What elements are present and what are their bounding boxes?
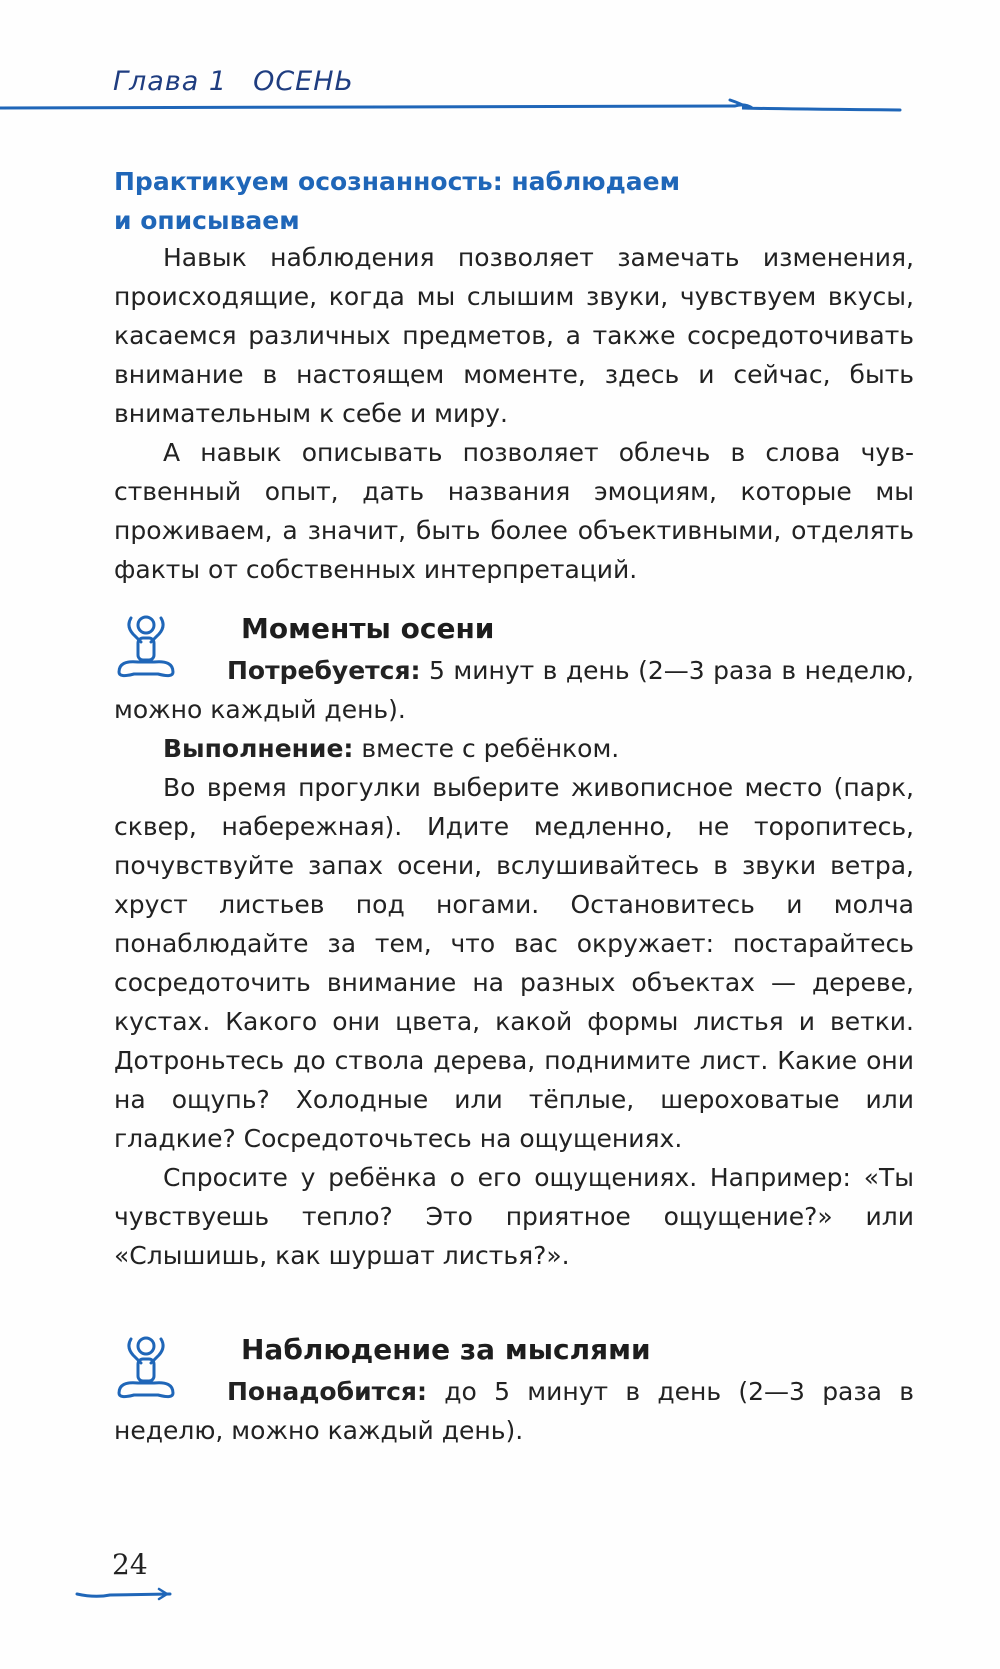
execution-text: вместе с ребёнком. — [353, 734, 620, 763]
section-title: Практикуем осознанность: наблюдаем и описываем — [114, 167, 681, 235]
page-number: 24 — [112, 1548, 148, 1581]
requirements-line — [114, 651, 914, 729]
exercise-title: Моменты осени — [241, 612, 495, 645]
exercise-paragraph: Во время прогулки выберите живописное место (парк, сквер, набережная). Идите медленно, не торопитесь, почувствуйте запах осени, вслушивайтесь в звуки ветра, хруст листьев под ногами. Остановитесь и молча понаблюдайте за тем, что вас окружает: постарайтесь сосредоточить внимание на разных объектах — дереве, кустах. Какого они цвета, какой формы листья и ветки. Дотроньтесь до ствола дерева, поднимите лист. Какие они на ощупь? Холодные или тёплые, шероховатые или гладкие? Сосредоточьтесь на ощущениях. — [114, 773, 914, 1153]
exercise-body — [114, 651, 914, 1275]
execution-line — [114, 729, 914, 768]
section-body — [114, 238, 914, 589]
execution-label: Выполнение: — [163, 734, 354, 763]
exercise-title: Наблюдение за мыслями — [241, 1333, 651, 1366]
requirements-line — [114, 1372, 914, 1450]
requirements-label: Понадобится: — [227, 1377, 427, 1406]
section-paragraph: А навык описывать позволяет облечь в слова чувственный опыт, дать названия эмоциям, которые мы проживаем, а значит, быть более объективными, отделять факты от собственных интерпретаций. — [114, 438, 914, 584]
requirements-label: Потребуется: — [227, 656, 421, 685]
footer-rule — [75, 1586, 175, 1602]
chapter-title: ОСЕНЬ — [253, 66, 355, 97]
exercise-body — [114, 1372, 914, 1450]
section-paragraph: Навык наблюдения позволяет замечать изменения, происходящие, когда мы слышим звуки, чувствуем вкусы, касаемся различных предметов, а также сосредоточивать внимание в настоящем моменте, здесь и сейчас, быть внимательным к себе и миру. — [114, 243, 914, 428]
requirements-text: 5 минут в день (2—3 раза в неделю, можно каждый день). — [114, 656, 914, 724]
chapter-label: Глава 1 — [113, 66, 228, 97]
requirements-text: до 5 минут в день (2—3 раза в неделю, можно каждый день). — [114, 1377, 914, 1445]
header-rule — [0, 96, 920, 120]
running-header — [113, 66, 354, 97]
exercise-paragraph: Спросите у ребёнка о его ощущениях. Например: «Ты чувствуешь тепло? Это приятное ощущение?» или «Слышишь, как шуршат листья?». — [114, 1163, 914, 1270]
